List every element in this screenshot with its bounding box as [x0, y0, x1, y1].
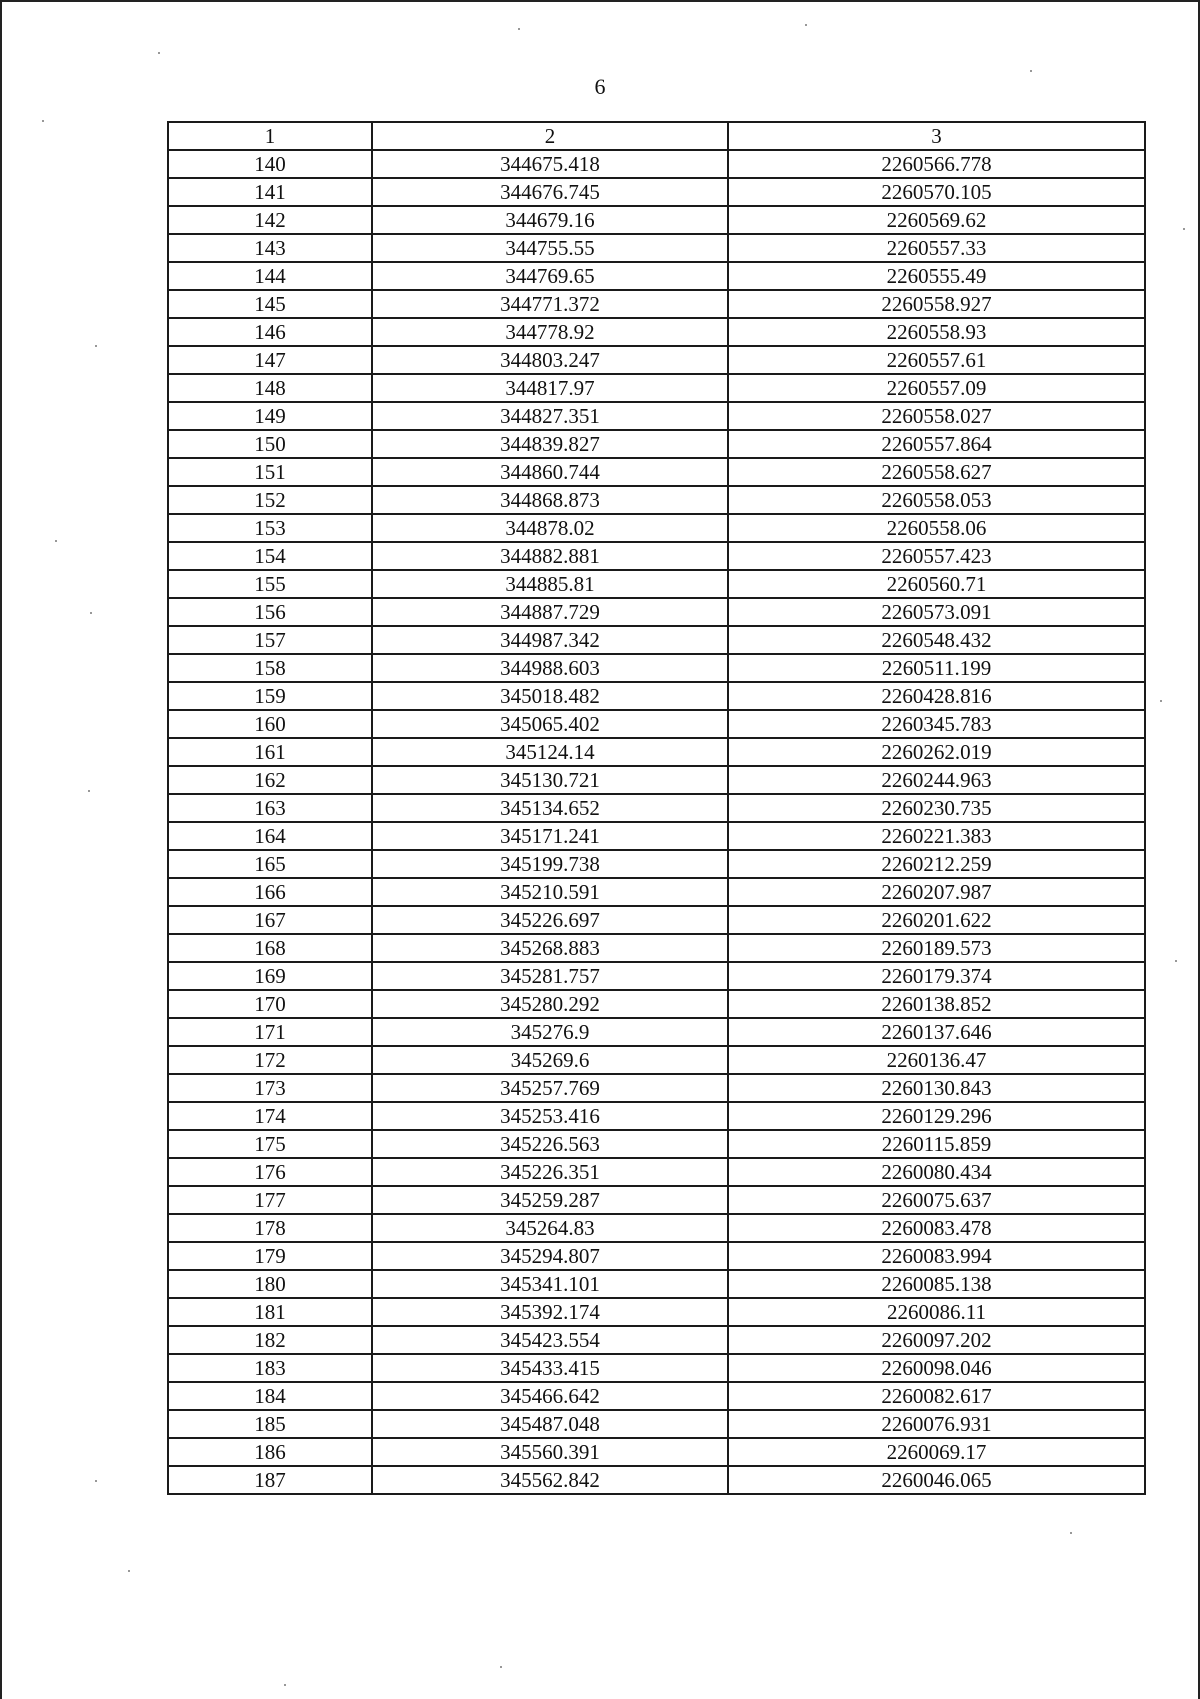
x-coordinate-cell: 344827.351: [372, 402, 728, 430]
point-number-cell: 182: [168, 1326, 372, 1354]
point-number-cell: 180: [168, 1270, 372, 1298]
point-number-cell: 169: [168, 962, 372, 990]
x-coordinate-cell: 344882.881: [372, 542, 728, 570]
x-coordinate-cell: 345560.391: [372, 1438, 728, 1466]
point-number-cell: 161: [168, 738, 372, 766]
point-number-cell: 176: [168, 1158, 372, 1186]
table-row: [168, 346, 1145, 374]
table-row: [168, 1270, 1145, 1298]
x-coordinate-cell: 345269.6: [372, 1046, 728, 1074]
x-coordinate-cell: 344771.372: [372, 290, 728, 318]
point-number-cell: 168: [168, 934, 372, 962]
point-number-cell: 143: [168, 234, 372, 262]
table-row: [168, 1242, 1145, 1270]
x-coordinate-cell: 345226.563: [372, 1130, 728, 1158]
y-coordinate-cell: 2260557.864: [728, 430, 1145, 458]
x-coordinate-cell: 345130.721: [372, 766, 728, 794]
point-number-cell: 187: [168, 1466, 372, 1494]
scan-speck: [518, 28, 520, 30]
y-coordinate-cell: 2260137.646: [728, 1018, 1145, 1046]
point-number-cell: 147: [168, 346, 372, 374]
page-border-top: [0, 0, 1200, 2]
page-border-left: [0, 0, 2, 1699]
y-coordinate-cell: 2260557.09: [728, 374, 1145, 402]
scan-speck: [55, 540, 57, 542]
y-coordinate-cell: 2260138.852: [728, 990, 1145, 1018]
point-number-cell: 186: [168, 1438, 372, 1466]
table-row: [168, 626, 1145, 654]
y-coordinate-cell: 2260573.091: [728, 598, 1145, 626]
table-body: [168, 150, 1145, 1494]
y-coordinate-cell: 2260083.478: [728, 1214, 1145, 1242]
point-number-cell: 150: [168, 430, 372, 458]
table-row: [168, 1130, 1145, 1158]
table-row: [168, 542, 1145, 570]
scan-speck: [1160, 700, 1162, 702]
x-coordinate-cell: 345134.652: [372, 794, 728, 822]
scan-speck: [95, 1480, 97, 1482]
y-coordinate-cell: 2260557.61: [728, 346, 1145, 374]
y-coordinate-cell: 2260207.987: [728, 878, 1145, 906]
point-number-cell: 164: [168, 822, 372, 850]
table-row: [168, 570, 1145, 598]
y-coordinate-cell: 2260082.617: [728, 1382, 1145, 1410]
point-number-cell: 153: [168, 514, 372, 542]
y-coordinate-cell: 2260085.138: [728, 1270, 1145, 1298]
point-number-cell: 165: [168, 850, 372, 878]
point-number-cell: 178: [168, 1214, 372, 1242]
header-cell: 2: [372, 122, 728, 150]
table-header-row: [168, 122, 1145, 150]
point-number-cell: 145: [168, 290, 372, 318]
x-coordinate-cell: 345562.842: [372, 1466, 728, 1494]
x-coordinate-cell: 345294.807: [372, 1242, 728, 1270]
point-number-cell: 173: [168, 1074, 372, 1102]
x-coordinate-cell: 345423.554: [372, 1326, 728, 1354]
table-row: [168, 1046, 1145, 1074]
table-row: [168, 682, 1145, 710]
scan-speck: [158, 52, 160, 54]
table-row: [168, 1102, 1145, 1130]
x-coordinate-cell: 345341.101: [372, 1270, 728, 1298]
point-number-cell: 149: [168, 402, 372, 430]
x-coordinate-cell: 345276.9: [372, 1018, 728, 1046]
table-row: [168, 878, 1145, 906]
x-coordinate-cell: 344885.81: [372, 570, 728, 598]
table-row: [168, 1410, 1145, 1438]
point-number-cell: 167: [168, 906, 372, 934]
table-row: [168, 906, 1145, 934]
point-number-cell: 141: [168, 178, 372, 206]
table-row: [168, 990, 1145, 1018]
table-row: [168, 1158, 1145, 1186]
y-coordinate-cell: 2260511.199: [728, 654, 1145, 682]
x-coordinate-cell: 344769.65: [372, 262, 728, 290]
y-coordinate-cell: 2260221.383: [728, 822, 1145, 850]
y-coordinate-cell: 2260130.843: [728, 1074, 1145, 1102]
point-number-cell: 140: [168, 150, 372, 178]
y-coordinate-cell: 2260569.62: [728, 206, 1145, 234]
y-coordinate-cell: 2260560.71: [728, 570, 1145, 598]
x-coordinate-cell: 344887.729: [372, 598, 728, 626]
point-number-cell: 163: [168, 794, 372, 822]
y-coordinate-cell: 2260557.33: [728, 234, 1145, 262]
coordinates-table: [167, 121, 1146, 1495]
x-coordinate-cell: 344676.745: [372, 178, 728, 206]
x-coordinate-cell: 345281.757: [372, 962, 728, 990]
x-coordinate-cell: 344860.744: [372, 458, 728, 486]
x-coordinate-cell: 345268.883: [372, 934, 728, 962]
table-row: [168, 290, 1145, 318]
point-number-cell: 157: [168, 626, 372, 654]
point-number-cell: 174: [168, 1102, 372, 1130]
scan-speck: [805, 24, 807, 26]
table-row: [168, 514, 1145, 542]
scan-speck: [42, 120, 44, 122]
y-coordinate-cell: 2260558.06: [728, 514, 1145, 542]
x-coordinate-cell: 345466.642: [372, 1382, 728, 1410]
table-row: [168, 206, 1145, 234]
point-number-cell: 184: [168, 1382, 372, 1410]
x-coordinate-cell: 344988.603: [372, 654, 728, 682]
x-coordinate-cell: 344878.02: [372, 514, 728, 542]
point-number-cell: 162: [168, 766, 372, 794]
point-number-cell: 170: [168, 990, 372, 1018]
point-number-cell: 144: [168, 262, 372, 290]
y-coordinate-cell: 2260558.027: [728, 402, 1145, 430]
point-number-cell: 171: [168, 1018, 372, 1046]
y-coordinate-cell: 2260098.046: [728, 1354, 1145, 1382]
table-row: [168, 262, 1145, 290]
y-coordinate-cell: 2260558.627: [728, 458, 1145, 486]
scan-speck: [1183, 228, 1185, 230]
y-coordinate-cell: 2260548.432: [728, 626, 1145, 654]
scan-speck: [128, 1570, 130, 1572]
y-coordinate-cell: 2260046.065: [728, 1466, 1145, 1494]
y-coordinate-cell: 2260570.105: [728, 178, 1145, 206]
x-coordinate-cell: 345259.287: [372, 1186, 728, 1214]
point-number-cell: 146: [168, 318, 372, 346]
table-row: [168, 738, 1145, 766]
table-row: [168, 1186, 1145, 1214]
scan-speck: [95, 345, 97, 347]
scan-speck: [90, 612, 92, 614]
scan-speck: [284, 1684, 286, 1686]
point-number-cell: 175: [168, 1130, 372, 1158]
x-coordinate-cell: 344868.873: [372, 486, 728, 514]
y-coordinate-cell: 2260557.423: [728, 542, 1145, 570]
scan-speck: [1030, 70, 1032, 72]
x-coordinate-cell: 344803.247: [372, 346, 728, 374]
point-number-cell: 152: [168, 486, 372, 514]
x-coordinate-cell: 345226.351: [372, 1158, 728, 1186]
x-coordinate-cell: 345487.048: [372, 1410, 728, 1438]
point-number-cell: 166: [168, 878, 372, 906]
scan-speck: [1070, 1532, 1072, 1534]
table-row: [168, 458, 1145, 486]
y-coordinate-cell: 2260075.637: [728, 1186, 1145, 1214]
y-coordinate-cell: 2260230.735: [728, 794, 1145, 822]
y-coordinate-cell: 2260428.816: [728, 682, 1145, 710]
x-coordinate-cell: 344679.16: [372, 206, 728, 234]
table-row: [168, 1466, 1145, 1494]
x-coordinate-cell: 344817.97: [372, 374, 728, 402]
table-row: [168, 486, 1145, 514]
table-row: [168, 766, 1145, 794]
point-number-cell: 159: [168, 682, 372, 710]
y-coordinate-cell: 2260083.994: [728, 1242, 1145, 1270]
table-row: [168, 178, 1145, 206]
table-row: [168, 1382, 1145, 1410]
table-row: [168, 430, 1145, 458]
table-row: [168, 598, 1145, 626]
y-coordinate-cell: 2260566.778: [728, 150, 1145, 178]
table-row: [168, 654, 1145, 682]
scan-speck: [1175, 960, 1177, 962]
x-coordinate-cell: 345171.241: [372, 822, 728, 850]
page-number: 6: [594, 74, 606, 99]
table-row: [168, 822, 1145, 850]
table-row: [168, 794, 1145, 822]
y-coordinate-cell: 2260076.931: [728, 1410, 1145, 1438]
x-coordinate-cell: 345210.591: [372, 878, 728, 906]
x-coordinate-cell: 345199.738: [372, 850, 728, 878]
table-row: [168, 1074, 1145, 1102]
y-coordinate-cell: 2260201.622: [728, 906, 1145, 934]
x-coordinate-cell: 345392.174: [372, 1298, 728, 1326]
y-coordinate-cell: 2260555.49: [728, 262, 1145, 290]
scan-speck: [88, 790, 90, 792]
x-coordinate-cell: 345433.415: [372, 1354, 728, 1382]
table-row: [168, 374, 1145, 402]
point-number-cell: 177: [168, 1186, 372, 1214]
y-coordinate-cell: 2260189.573: [728, 934, 1145, 962]
table-row: [168, 934, 1145, 962]
header-cell: 1: [168, 122, 372, 150]
scan-speck: [500, 1666, 502, 1668]
y-coordinate-cell: 2260558.927: [728, 290, 1145, 318]
y-coordinate-cell: 2260069.17: [728, 1438, 1145, 1466]
table-row: [168, 1298, 1145, 1326]
x-coordinate-cell: 344839.827: [372, 430, 728, 458]
point-number-cell: 154: [168, 542, 372, 570]
y-coordinate-cell: 2260097.202: [728, 1326, 1145, 1354]
table-row: [168, 1354, 1145, 1382]
x-coordinate-cell: 344675.418: [372, 150, 728, 178]
header-cell: 3: [728, 122, 1145, 150]
y-coordinate-cell: 2260080.434: [728, 1158, 1145, 1186]
point-number-cell: 183: [168, 1354, 372, 1382]
table-row: [168, 710, 1145, 738]
x-coordinate-cell: 344755.55: [372, 234, 728, 262]
table-row: [168, 1214, 1145, 1242]
y-coordinate-cell: 2260558.93: [728, 318, 1145, 346]
point-number-cell: 142: [168, 206, 372, 234]
x-coordinate-cell: 345253.416: [372, 1102, 728, 1130]
table-row: [168, 150, 1145, 178]
point-number-cell: 181: [168, 1298, 372, 1326]
x-coordinate-cell: 345226.697: [372, 906, 728, 934]
table-row: [168, 962, 1145, 990]
table-row: [168, 850, 1145, 878]
table-row: [168, 234, 1145, 262]
y-coordinate-cell: 2260115.859: [728, 1130, 1145, 1158]
x-coordinate-cell: 345065.402: [372, 710, 728, 738]
x-coordinate-cell: 344987.342: [372, 626, 728, 654]
y-coordinate-cell: 2260262.019: [728, 738, 1145, 766]
point-number-cell: 148: [168, 374, 372, 402]
y-coordinate-cell: 2260212.259: [728, 850, 1145, 878]
point-number-cell: 185: [168, 1410, 372, 1438]
x-coordinate-cell: 345018.482: [372, 682, 728, 710]
x-coordinate-cell: 344778.92: [372, 318, 728, 346]
table-row: [168, 318, 1145, 346]
x-coordinate-cell: 345257.769: [372, 1074, 728, 1102]
point-number-cell: 158: [168, 654, 372, 682]
x-coordinate-cell: 345264.83: [372, 1214, 728, 1242]
table-row: [168, 1438, 1145, 1466]
x-coordinate-cell: 345280.292: [372, 990, 728, 1018]
point-number-cell: 160: [168, 710, 372, 738]
y-coordinate-cell: 2260345.783: [728, 710, 1145, 738]
y-coordinate-cell: 2260244.963: [728, 766, 1145, 794]
point-number-cell: 156: [168, 598, 372, 626]
table-row: [168, 402, 1145, 430]
point-number-cell: 179: [168, 1242, 372, 1270]
point-number-cell: 151: [168, 458, 372, 486]
table-row: [168, 1018, 1145, 1046]
table-row: [168, 1326, 1145, 1354]
y-coordinate-cell: 2260136.47: [728, 1046, 1145, 1074]
x-coordinate-cell: 345124.14: [372, 738, 728, 766]
y-coordinate-cell: 2260129.296: [728, 1102, 1145, 1130]
y-coordinate-cell: 2260086.11: [728, 1298, 1145, 1326]
point-number-cell: 172: [168, 1046, 372, 1074]
point-number-cell: 155: [168, 570, 372, 598]
y-coordinate-cell: 2260179.374: [728, 962, 1145, 990]
y-coordinate-cell: 2260558.053: [728, 486, 1145, 514]
